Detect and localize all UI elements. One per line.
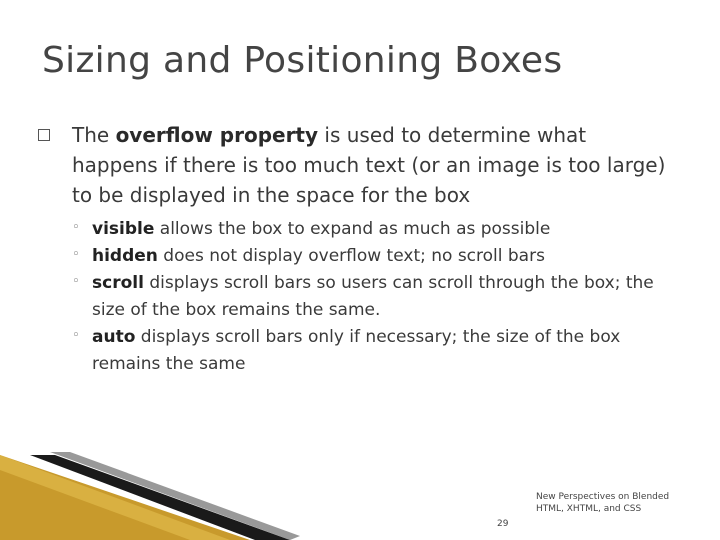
sub-bullet-list: [72, 216, 678, 378]
slide-title: Sizing and Positioning Boxes: [42, 40, 563, 81]
circle-icon: ◦: [72, 328, 80, 343]
main-bullet-lead: The: [72, 123, 116, 147]
page-number: 29: [497, 519, 509, 529]
sub-bullet-text: allows the box to expand as much as possible: [154, 219, 551, 239]
sub-bullet-keyword: hidden: [92, 246, 158, 266]
circle-icon: ◦: [72, 274, 80, 289]
main-bullet-keyword: overflow property: [115, 123, 319, 147]
sub-bullet-hidden: [72, 243, 678, 270]
footer-text: New Perspectives on Blended HTML, XHTML, and CSS: [536, 492, 670, 514]
sub-bullet-scroll: [72, 270, 678, 324]
gold-wedge: [0, 455, 250, 540]
circle-icon: ◦: [72, 220, 80, 235]
sub-bullet-text: displays scroll bars so users can scroll through the box; the size of the box remains the same.: [92, 273, 654, 320]
sub-bullet-visible: [72, 216, 678, 243]
sub-bullet-auto: [72, 324, 678, 378]
sub-bullet-keyword: auto: [92, 327, 136, 347]
sub-bullet-keyword: visible: [92, 219, 155, 239]
sub-bullet-text: displays scroll bars only if necessary; the size of the box remains the same: [92, 327, 621, 374]
sub-bullet-keyword: scroll: [92, 273, 144, 293]
box-icon: [38, 129, 50, 141]
circle-icon: ◦: [72, 247, 80, 262]
main-bullet-text: is used to determine what happens if there is too much text (or an image is too large) to be displayed in the space for the box: [72, 123, 666, 207]
main-bullet-row: [38, 120, 678, 210]
sub-bullet-text: does not display overflow text; no scroll bars: [157, 246, 545, 266]
main-bullet: [38, 120, 678, 378]
